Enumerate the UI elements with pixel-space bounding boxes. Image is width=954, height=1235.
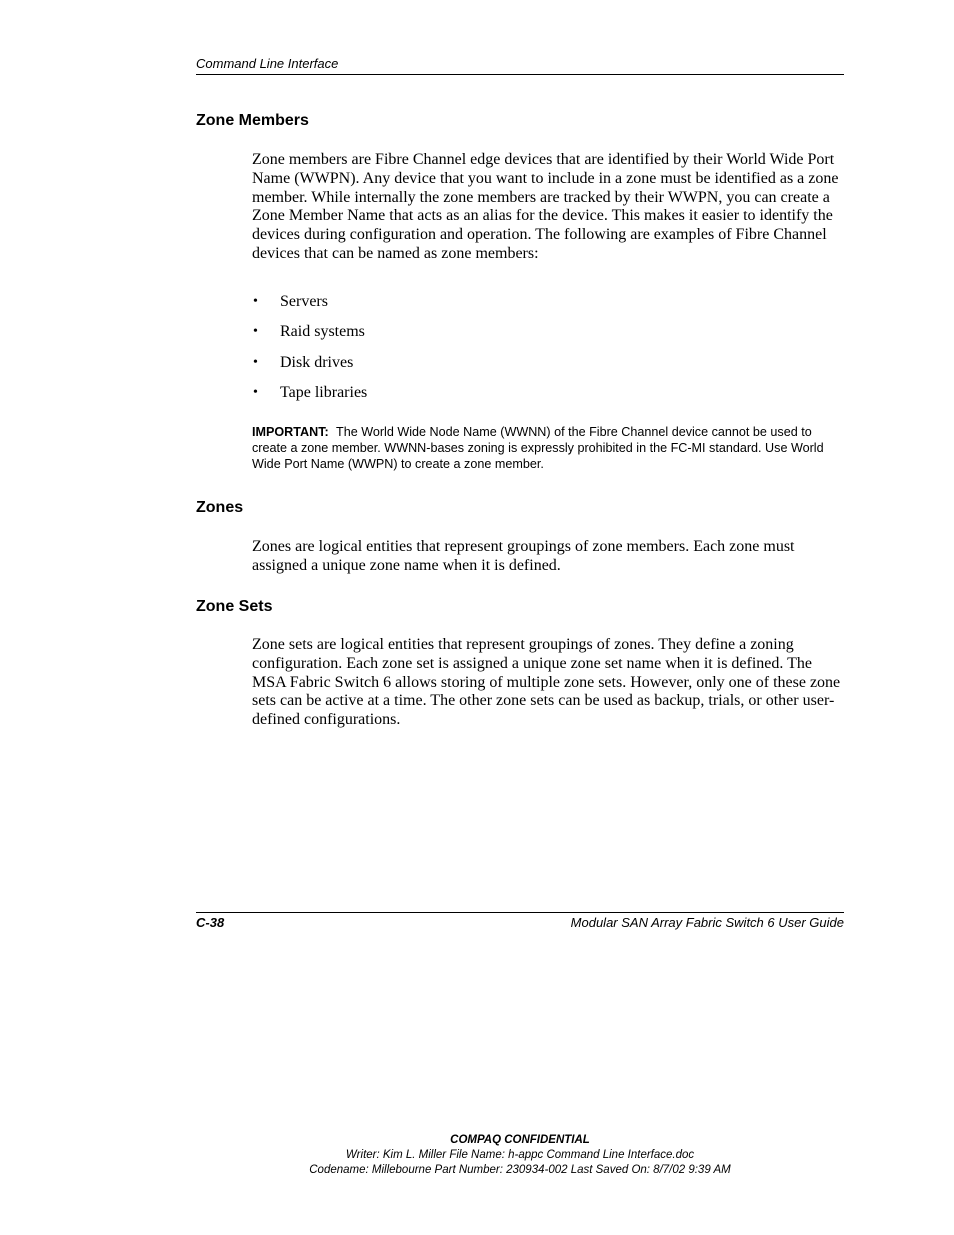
list-item [252,354,812,384]
guide-title: Modular SAN Array Fabric Switch 6 User Guide [570,915,844,930]
heading-zones: Zones [196,499,244,516]
page-number: C-38 [196,915,225,930]
bullet-icon: • [253,384,258,400]
confidential-block [0,1133,954,1178]
list-item-label: Raid systems [280,323,365,341]
important-note [252,424,844,473]
bullet-icon: • [253,354,258,370]
bullet-icon: • [253,294,258,309]
zones-paragraph: Zones are logical entities that represent groupings of zone members. Each zone must assigned a unique zone name when it is defined. [252,538,795,574]
list-item [252,323,812,353]
heading-zone-members: Zone Members [196,112,309,129]
list-item-label: Disk drives [280,353,354,371]
confidential-codename-line: Codename: Millebourne Part Number: 230934-002 Last Saved On: 8/7/02 9:39 AM [309,1164,731,1176]
important-label: IMPORTANT: [252,425,329,439]
list-item [252,293,812,323]
zone-members-paragraph: Zone members are Fibre Channel edge devices that are identified by their World Wide Port Name (WWPN). Any device that you want to include in a zone must be identified as a zone member. While internally the zone members are tracked by their WWPN, you can create a Zone Member Name that acts as an alias for the device. This makes it easier to identify the devices during configuration and operation. The following are examples of Fibre Channel devices that can be named as zone members: [252,151,839,262]
zone-member-examples-list [252,293,812,414]
confidential-writer-line: Writer: Kim L. Miller File Name: h-appc Command Line Interface.doc [345,1149,695,1161]
heading-zone-sets: Zone Sets [196,598,273,615]
running-header: Command Line Interface [196,56,844,75]
important-text: The World Wide Node Name (WWNN) of the Fibre Channel device cannot be used to create a zone member. WWNN-bases zoning is expressly prohibited in the FC-MI standard. Use World Wide Port Name (WWPN) to create a zone member. [252,425,824,472]
footer-divider [196,912,844,913]
confidential-title: COMPAQ CONFIDENTIAL [450,1134,590,1146]
bullet-icon: • [253,324,258,340]
list-item [252,384,812,414]
list-item-label: Tape libraries [280,383,368,401]
list-item-label: Servers [280,293,328,310]
zone-sets-paragraph: Zone sets are logical entities that represent groupings of zones. They define a zoning configuration. Each zone set is assigned a unique zone set name when it is defined. The MSA Fabric Switch 6 allows storing of multiple zone sets. However, only one of these zone sets can be active at a time. The other zone sets can be used as backup, trials, or other user-defined configurations. [252,636,841,729]
